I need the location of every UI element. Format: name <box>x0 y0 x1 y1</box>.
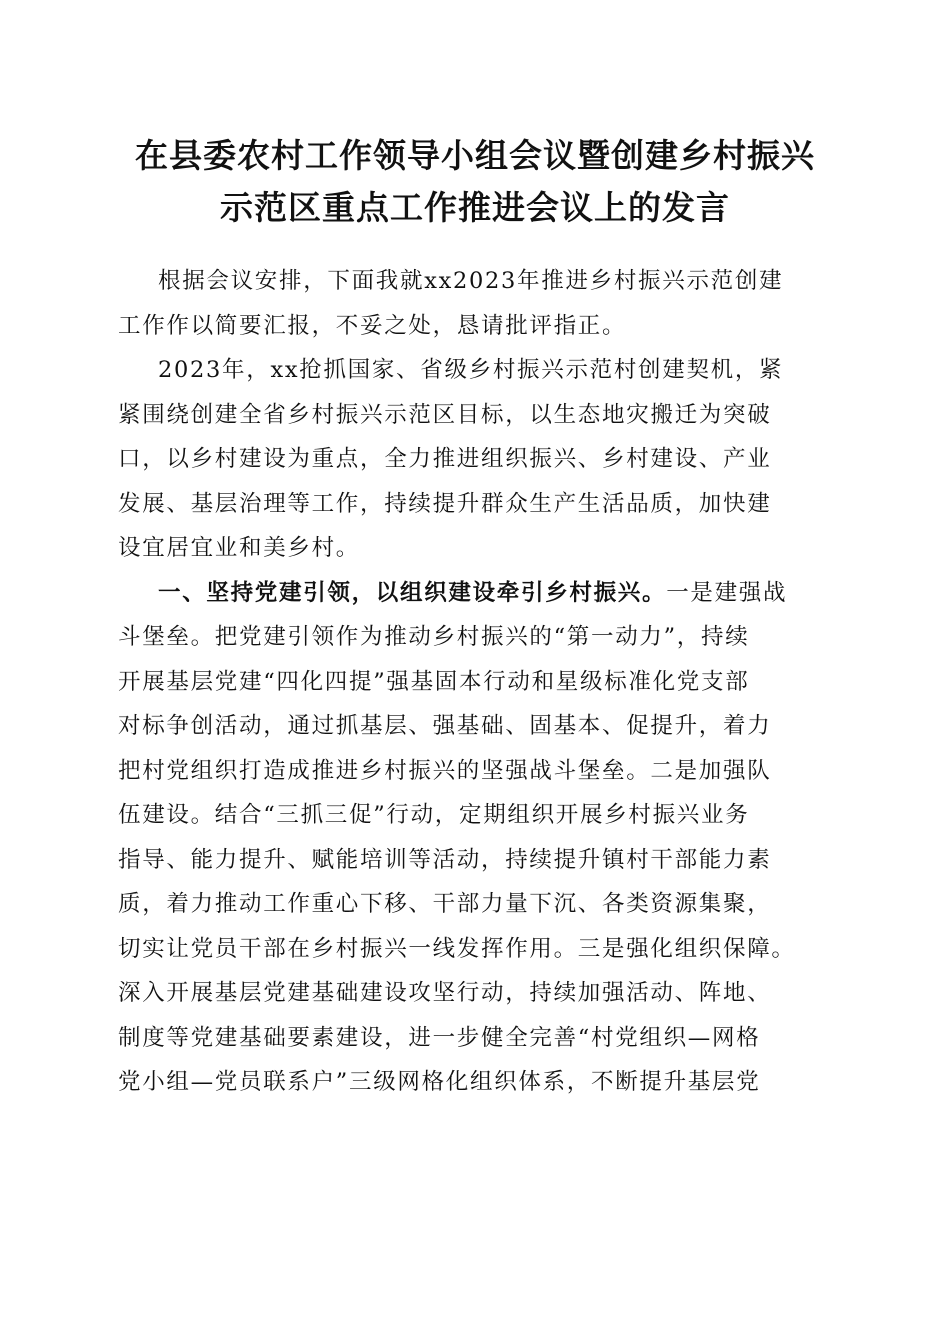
text-line: 工作作以简要汇报，不妥之处，恳请批评指正。 <box>118 312 627 339</box>
section-heading: 一、坚持党建引领，以组织建设牵引乡村振兴。 <box>158 579 667 606</box>
text-line: 斗堡垒。把党建引领作为推动乡村振兴的“第一动力”，持续 <box>118 624 750 650</box>
document-body <box>118 259 838 1105</box>
text-line: 对标争创活动，通过抓基层、强基础、固基本、促提升，着力 <box>118 713 772 739</box>
paragraph-intro <box>118 259 838 348</box>
text-line: 切实让党员干部在乡村振兴一线发挥作用。三是强化组织保障。 <box>118 935 796 962</box>
text-line: 伍建设。结合“三抓三促”行动，定期组织开展乡村振兴业务 <box>118 802 750 828</box>
text-line: 设宜居宜业和美乡村。 <box>118 535 361 561</box>
text-line: 质，着力推动工作重心下移、干部力量下沉、各类资源集聚， <box>118 891 772 917</box>
text-line: 根据会议安排，下面我就xx2023年推进乡村振兴示范创建 <box>158 268 784 294</box>
title-line-2: 示范区重点工作推进会议上的发言 <box>220 188 730 227</box>
section-first-text: 一是建强战 <box>666 579 788 606</box>
text-line: 开展基层党建“四化四提”强基固本行动和星级标准化党支部 <box>118 668 750 695</box>
text-line: 党小组—党员联系户”三级网格化组织体系，不断提升基层党 <box>118 1069 761 1095</box>
text-line: 制度等党建基础要素建设，进一步健全完善“村党组织—网格 <box>118 1024 761 1051</box>
paragraph-overview <box>118 348 838 571</box>
section-first-line <box>118 571 838 616</box>
text-line: 指导、能力提升、赋能培训等活动，持续提升镇村干部能力素 <box>118 846 772 873</box>
text-line: 把村党组织打造成推进乡村振兴的坚强战斗堡垒。二是加强队 <box>118 757 772 784</box>
paragraph-section-one <box>118 571 838 1105</box>
text-line: 发展、基层治理等工作，持续提升群众生产生活品质，加快建 <box>118 490 772 517</box>
document-title <box>100 130 850 234</box>
text-line: 深入开展基层党建基础建设攻坚行动，持续加强活动、阵地、 <box>118 980 772 1006</box>
text-line: 口，以乡村建设为重点，全力推进组织振兴、乡村建设、产业 <box>118 446 772 472</box>
title-line-1: 在县委农村工作领导小组会议暨创建乡村振兴 <box>135 136 815 175</box>
text-line: 紧围绕创建全省乡村振兴示范区目标，以生态地灾搬迁为突破 <box>118 401 772 428</box>
text-line: 2023年，xx抢抓国家、省级乡村振兴示范村创建契机，紧 <box>158 357 784 383</box>
